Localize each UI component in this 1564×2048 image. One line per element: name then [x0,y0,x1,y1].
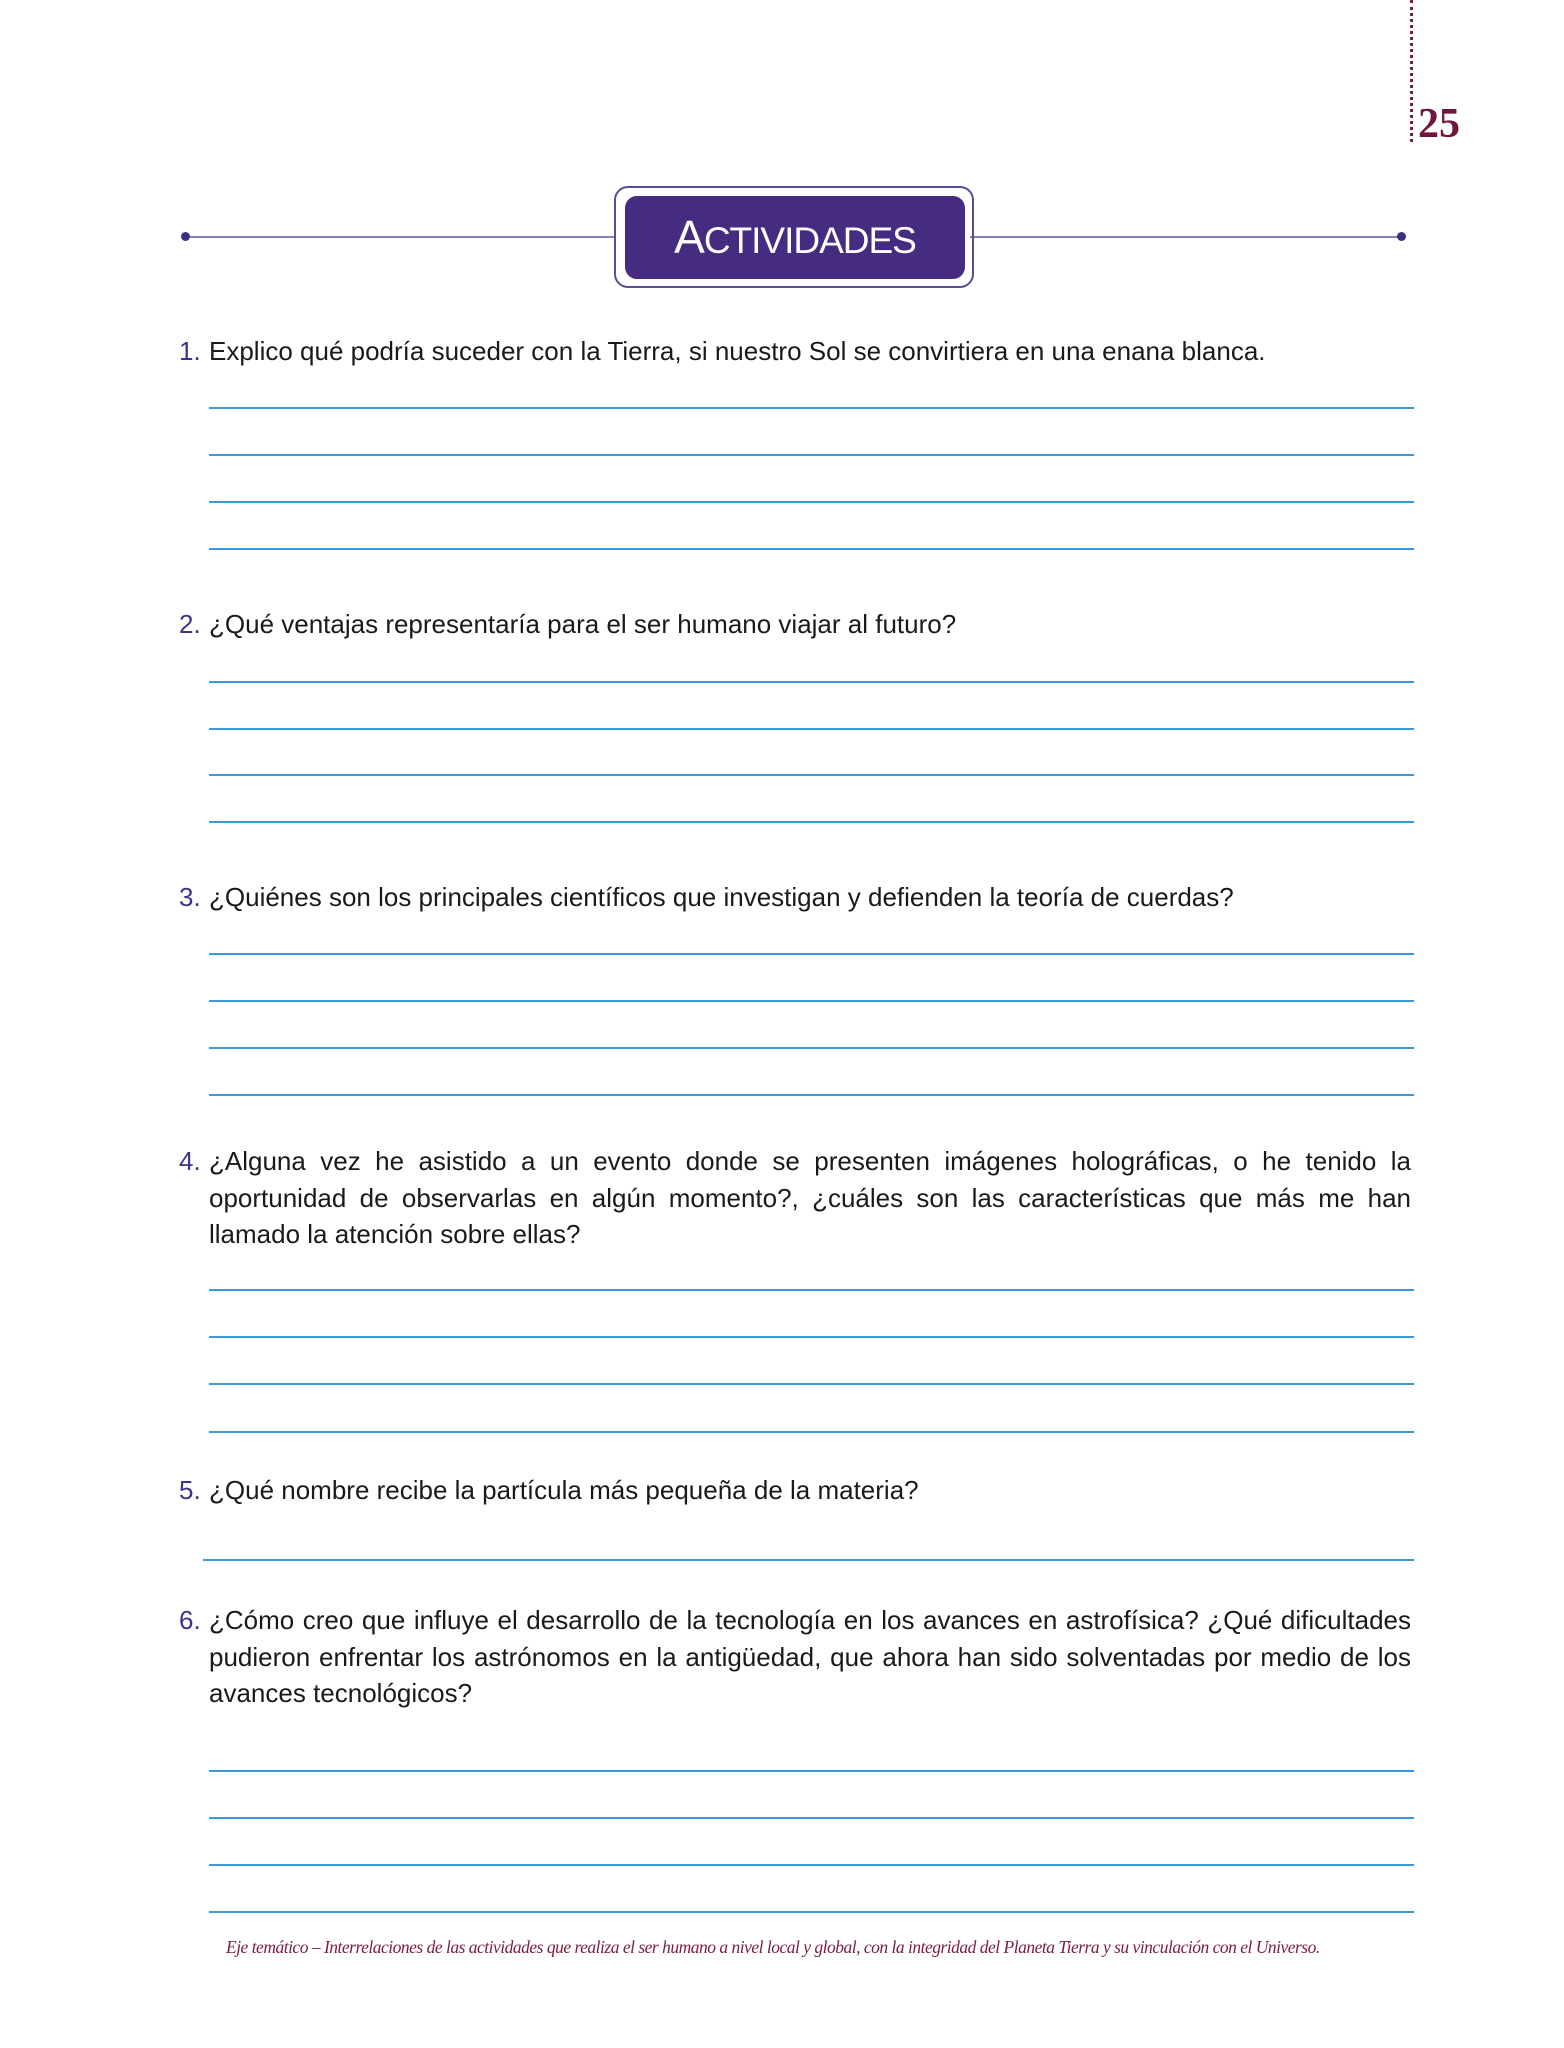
answer-line[interactable] [209,728,1414,730]
answer-line[interactable] [209,1289,1414,1291]
rule-dot-left [181,232,190,241]
answer-line[interactable] [209,1047,1414,1049]
title-rest: CTIVIDADES [703,220,916,261]
answer-line[interactable] [209,1817,1414,1819]
header-rule-right [970,236,1402,238]
question-text: Explico qué podría suceder con la Tierra, si nuestro Sol se convirtiera en una enana blanca. [209,336,1266,366]
question-text: ¿Quiénes son los principales científicos que investigan y defienden la teoría de cuerdas? [209,882,1234,912]
answer-line[interactable] [209,1911,1414,1913]
answer-line[interactable] [209,1383,1414,1385]
question-6 [179,1602,1411,1712]
question-text: ¿Qué ventajas representaría para el ser humano viajar al futuro? [209,609,957,639]
question-text: ¿Qué nombre recibe la partícula más pequeña de la materia? [209,1475,919,1505]
title-initial: A [674,211,704,263]
answer-line[interactable] [209,1336,1414,1338]
answer-line[interactable] [203,1559,1414,1561]
answer-line[interactable] [209,501,1414,503]
answer-line[interactable] [209,681,1414,683]
question-number: 6. [179,1605,201,1635]
question-number: 3. [179,882,201,912]
footer-theme: Eje temático – Interrelaciones de las actividades que realiza el ser humano a nivel local y global, con la integridad del Planeta Tierra y su vinculación con el Universo. [226,1937,1320,1957]
question-number: 5. [179,1475,201,1505]
question-4 [179,1143,1411,1253]
answer-line[interactable] [209,1000,1414,1002]
answer-line[interactable] [209,1864,1414,1866]
header-rule-left [185,236,615,238]
answer-line[interactable] [209,953,1414,955]
rule-dot-right [1397,232,1406,241]
question-1 [179,333,1411,370]
answer-line[interactable] [209,821,1414,823]
question-number: 4. [179,1146,201,1176]
answer-line[interactable] [209,1431,1414,1433]
answer-line[interactable] [209,548,1414,550]
question-number: 1. [179,336,201,366]
answer-line[interactable] [209,454,1414,456]
question-3 [179,879,1411,916]
question-2 [179,606,1411,643]
question-text: ¿Cómo creo que influye el desarrollo de la tecnología en los avances en astrofísica? ¿Qué dificultades pudieron enfrentar los astrónomos en la antigüedad, que ahora han sido solventadas por medio de los avances tecnológicos? [209,1605,1411,1708]
margin-dotted-line [1410,0,1413,142]
answer-line[interactable] [209,1770,1414,1772]
answer-line[interactable] [209,407,1414,409]
question-text: ¿Alguna vez he asistido a un evento donde se presenten imágenes holográficas, o he tenido la oportunidad de observarlas en algún momento?, ¿cuáles son las características que más me han llamado la atención sobre ellas? [209,1146,1411,1249]
answer-line[interactable] [209,774,1414,776]
question-number: 2. [179,609,201,639]
page-number: 25 [1418,101,1460,147]
answer-line[interactable] [209,1094,1414,1096]
question-5 [179,1472,1411,1509]
section-title [625,196,965,279]
